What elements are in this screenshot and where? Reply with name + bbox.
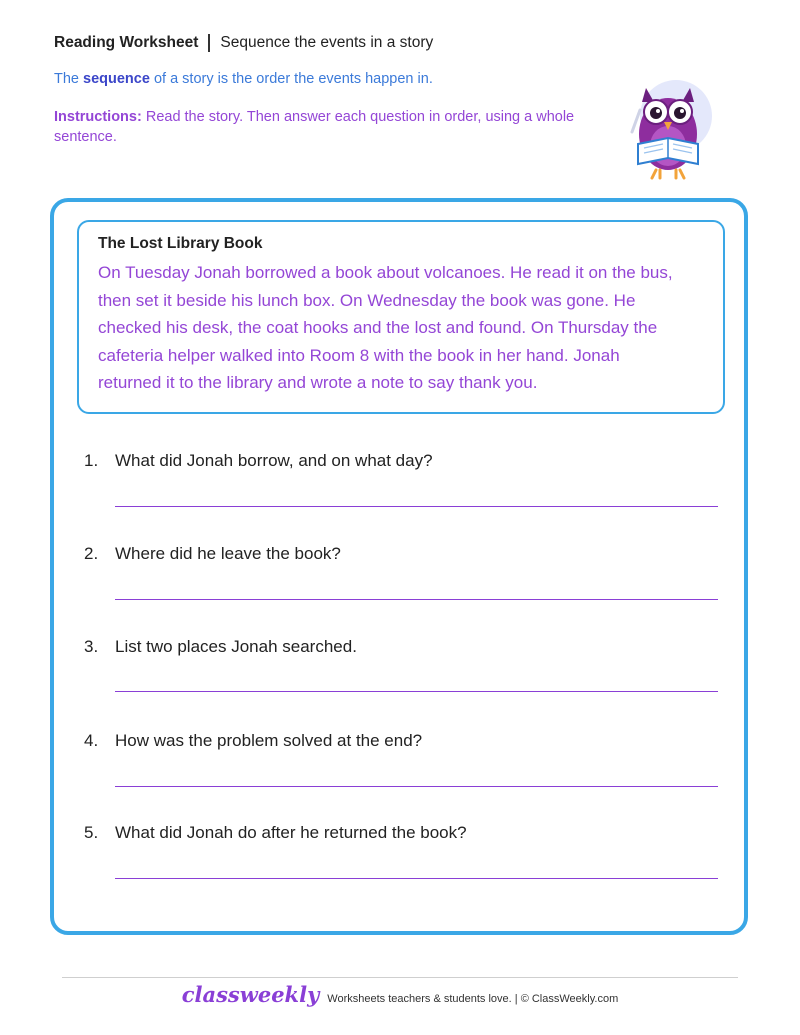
question-2 (84, 544, 341, 564)
question-text: How was the problem solved at the end? (115, 731, 423, 750)
footer-divider (62, 977, 738, 978)
footer (0, 982, 800, 1007)
instructions-label: Instructions: (54, 109, 142, 125)
header-divider (208, 34, 210, 52)
definition-pre: The (54, 71, 84, 87)
worksheet-header (54, 34, 433, 52)
answer-line-5[interactable] (115, 878, 718, 879)
story-line: cafeteria helper walked into Room 8 with the book in her hand. Jonah (98, 345, 620, 365)
question-text: What did Jonah borrow, and on what day? (115, 451, 433, 470)
answer-line-3[interactable] (115, 691, 718, 692)
question-number: 1. (84, 451, 99, 470)
story-line: then set it beside his lunch box. On Wednesday the book was gone. He (98, 290, 636, 310)
story-title: The Lost Library Book (98, 235, 263, 252)
brand-logo: classweekly (181, 982, 320, 1007)
question-4 (84, 731, 422, 751)
definition-post: of a story is the order the events happen in. (149, 71, 433, 87)
question-text: List two places Jonah searched. (115, 637, 357, 656)
question-5 (84, 823, 467, 843)
footer-tagline: Worksheets teachers & students love. | © ClassWeekly.com (327, 993, 619, 1005)
answer-line-2[interactable] (115, 599, 718, 600)
definition-keyword: sequence (83, 71, 150, 87)
instructions (54, 107, 584, 147)
question-3 (84, 637, 357, 657)
story-line: returned it to the library and wrote a note to say thank you. (98, 373, 538, 392)
story-line: checked his desk, the coat hooks and the lost and found. On Thursday the (98, 318, 658, 337)
question-number: 4. (84, 731, 99, 750)
question-text: What did Jonah do after he returned the book? (115, 823, 467, 842)
sequence-definition (54, 71, 433, 87)
instructions-text: Read the story. Then answer each question in order, using a whole sentence. (54, 109, 575, 145)
story-text (98, 259, 708, 397)
answer-line-4[interactable] (115, 786, 718, 787)
worksheet-title: Reading Worksheet (54, 34, 199, 51)
story-line: On Tuesday Jonah borrowed a book about volcanoes. He read it on the bus, (98, 263, 673, 282)
answer-line-1[interactable] (115, 506, 718, 507)
question-number: 2. (84, 544, 99, 563)
question-number: 5. (84, 823, 99, 842)
question-1 (84, 451, 433, 471)
worksheet-subtitle: Sequence the events in a story (220, 34, 434, 51)
question-text: Where did he leave the book? (115, 544, 341, 563)
question-number: 3. (84, 637, 99, 656)
owl-reading-book-icon (618, 72, 718, 184)
